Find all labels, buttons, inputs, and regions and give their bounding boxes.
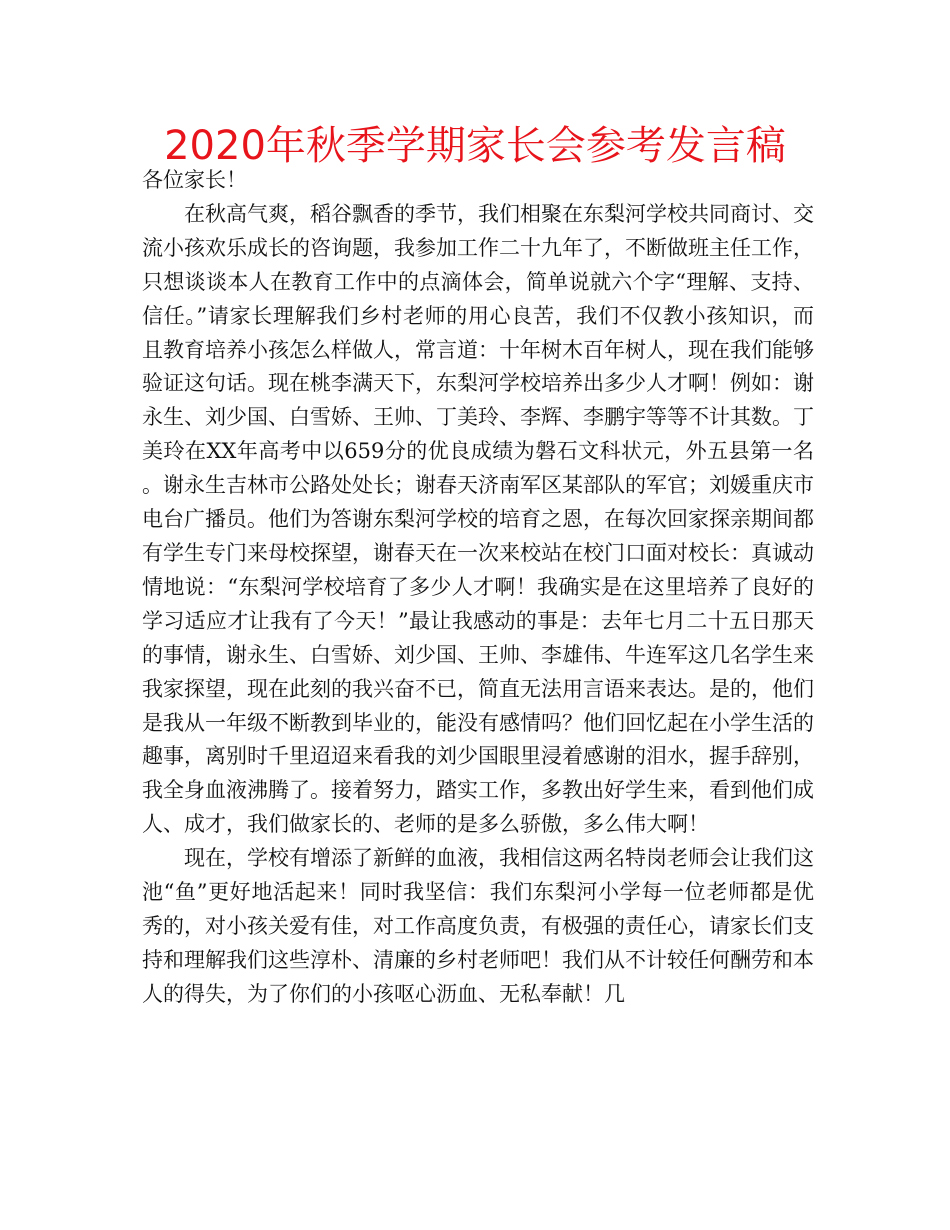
document-title: 2020年秋季学期家长会参考发言稿 <box>164 123 786 169</box>
paragraph-1: 在秋高气爽，稻谷飘香的季节，我们相聚在东梨河学校共同商讨、交流小孩欢乐成长的咨询题，我参加工作二十九年了，不断做班主任工作，只想谈谈本人在教育工作中的点滴体会，简单说就六个字“理解、支持、信任。”请家长理解我们乡村老师的用心良苦，我们不仅教小孩知识，而且教育培养小孩怎么样做人，常言道：十年树木百年树人，现在我们能够验证这句话。现在桃李满天下，东梨河学校培养出多少人才啊！例如：谢永生、刘少国、白雪娇、王帅、丁美玲、李辉、李鹏宇等等不计其数。丁美玲在XX年高考中以659分的优良成绩为磐石文科状元，外五县第一名。谢永生吉林市公路处处长；谢春天济南军区某部队的军官；刘媛重庆市电台广播员。他们为答谢东梨河学校的培育之恩，在每次回家探亲期间都有学生专门来母校探望，谢春天在一次来校站在校门口面对校长：真诚动情地说：“东梨河学校培育了多少人才啊！我确实是在这里培养了良好的学习适应才让我有了今天！”最让我感动的事是：去年七月二十五日那天的事情，谢永生、白雪娇、刘少国、王帅、李雄伟、牛连军这几名学生来我家探望，现在此刻的我兴奋不已，简直无法用言语来表达。是的，他们是我从一年级不断教到毕业的，能没有感情吗？他们回忆起在小学生活的趣事，离别时千里迢迢来看我的刘少国眼里浸着感谢的泪水，握手辞别，我全身血液沸腾了。接着努力，踏实工作，多教出好学生来，看到他们成人、成才，我们做家长的、老师的是多么骄傲，多么伟大啊！ <box>142 201 814 837</box>
document-body <box>142 164 814 1012</box>
paragraph-2: 现在，学校有增添了新鲜的血液，我相信这两名特岗老师会让我们这池“鱼”更好地活起来！同时我坚信：我们东梨河小学每一位老师都是优秀的，对小孩关爱有佳，对工作高度负责，有极强的责任心，请家长们支持和理解我们这些淳朴、清廉的乡村老师吧！我们从不计较任何酬劳和本人的得失，为了你们的小孩呕心沥血、无私奉献！几 <box>142 846 814 1006</box>
salutation: 各位家长！ <box>142 168 247 192</box>
